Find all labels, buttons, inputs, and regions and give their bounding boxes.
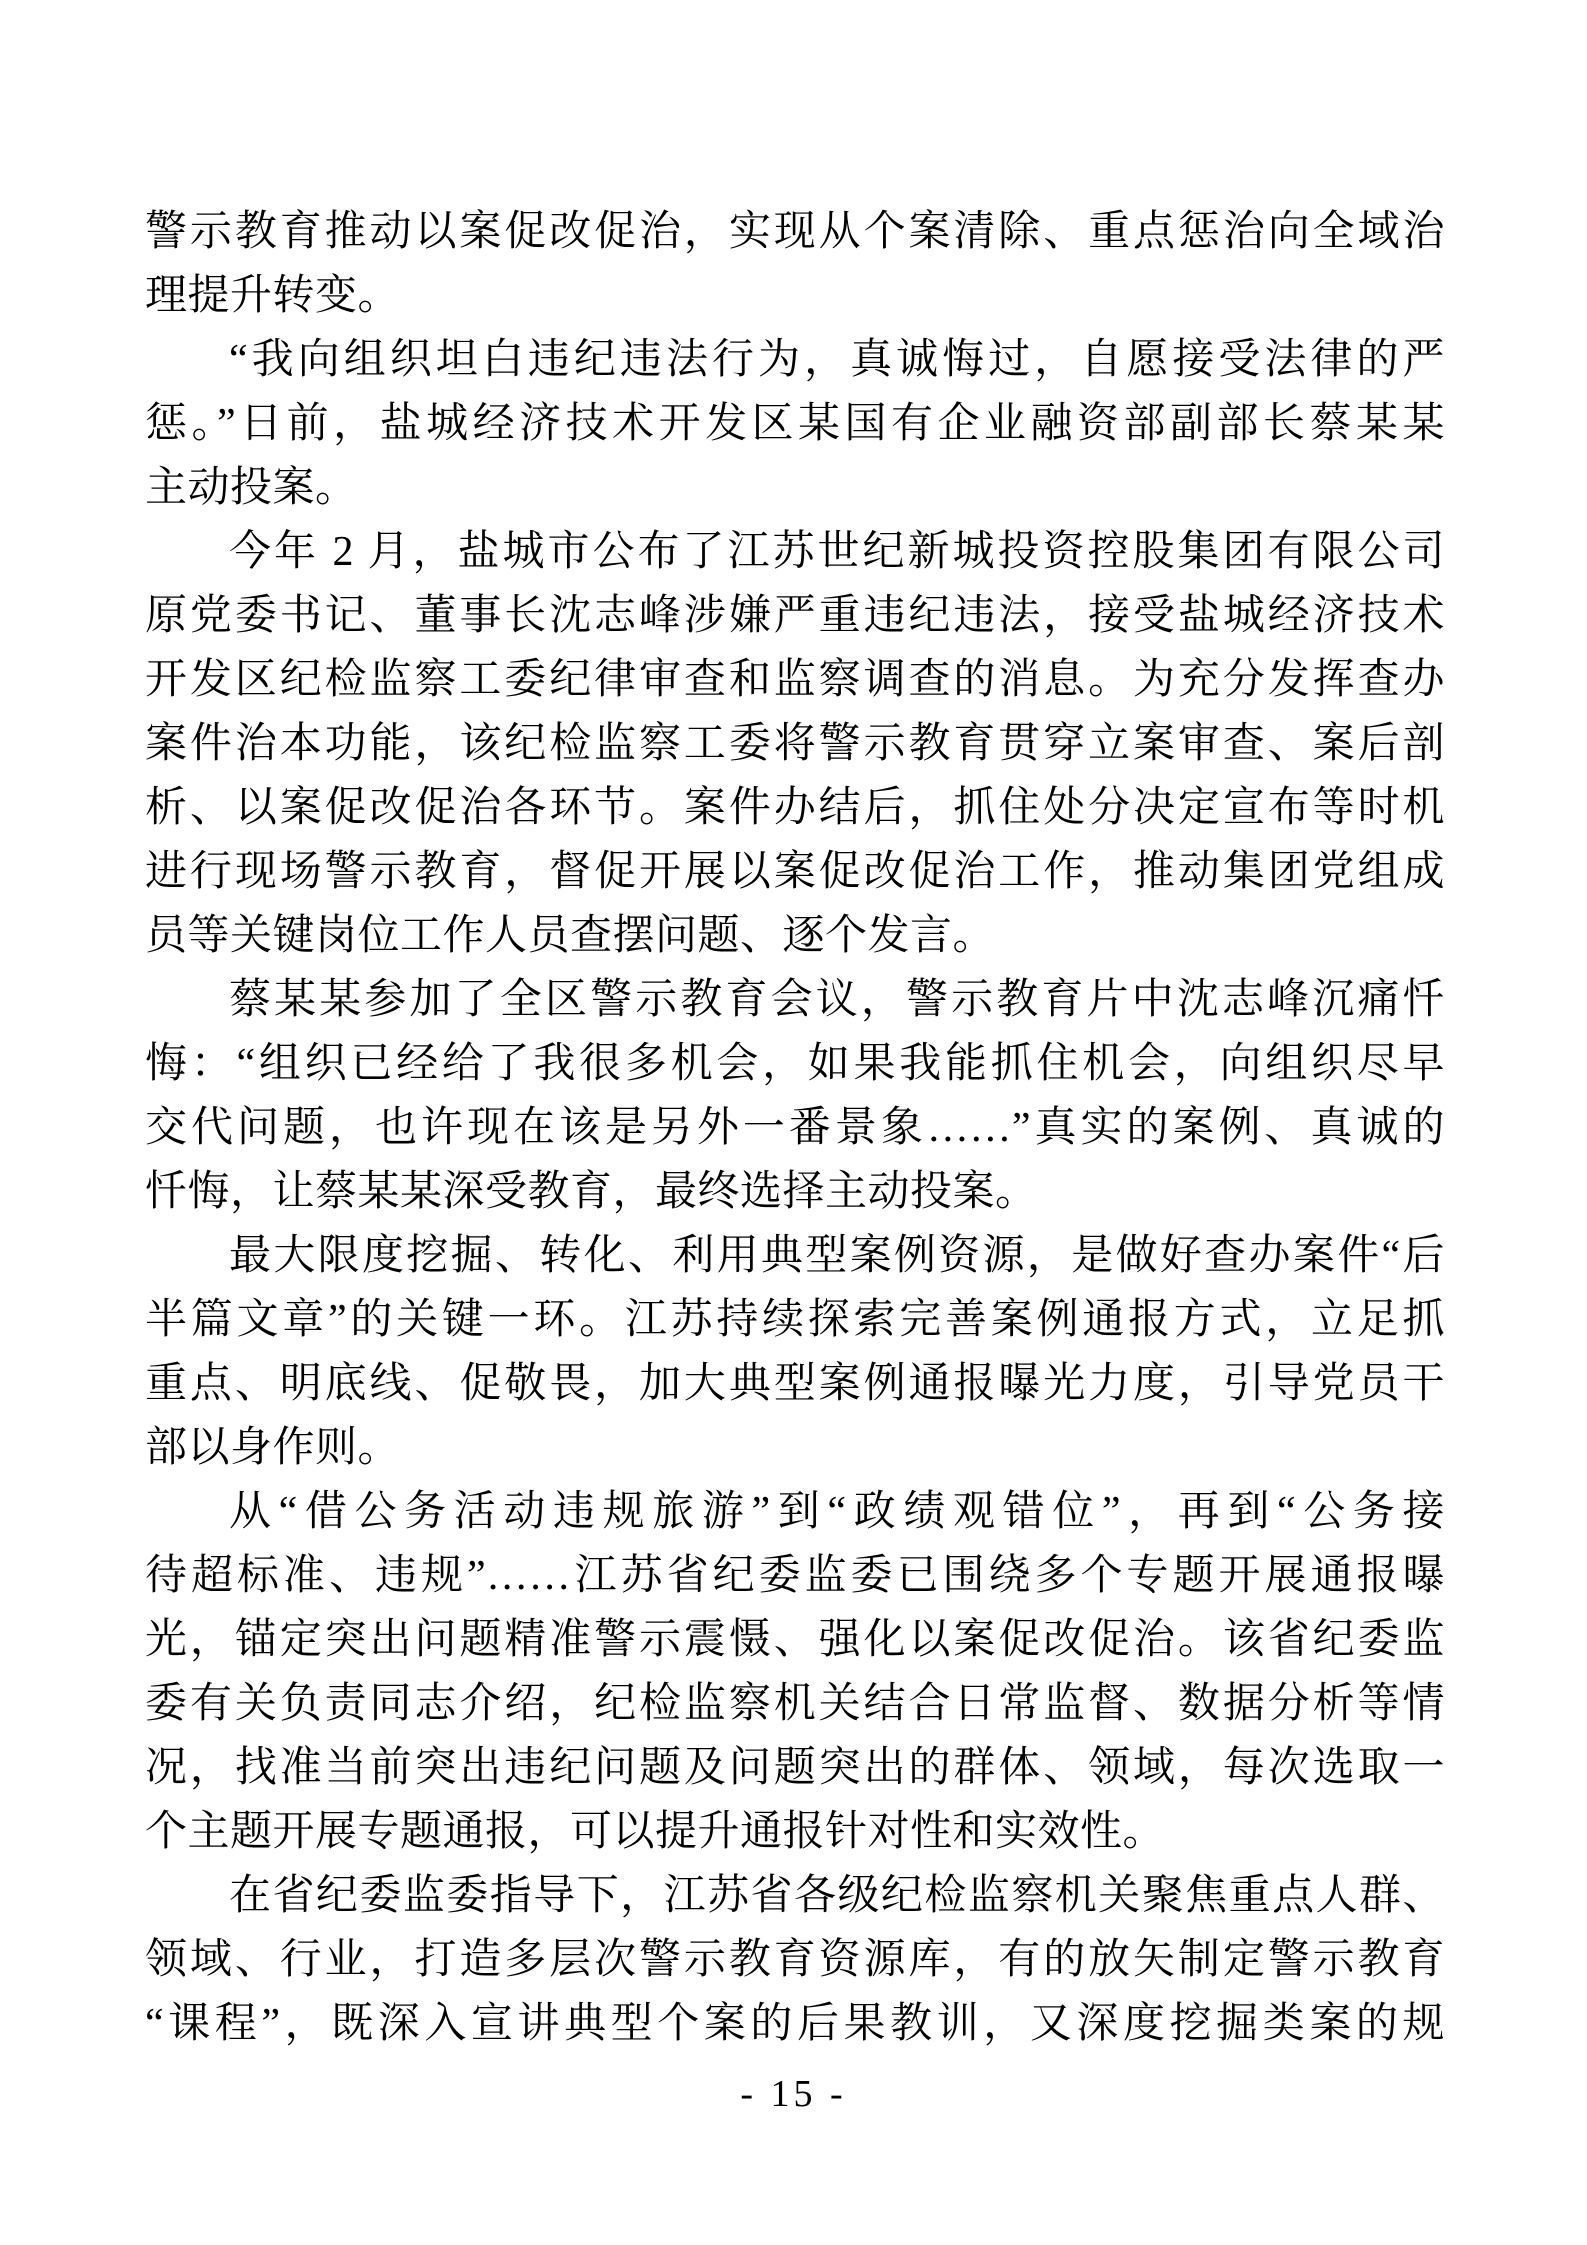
- text-line: “课程”，既深入宣讲典型个案的后果教训，又深度挖掘类案的规: [145, 2001, 1445, 2047]
- text-line: 原党委书记、董事长沈志峰涉嫌严重违纪违法，接受盐城经济技术: [145, 593, 1445, 639]
- paragraph: [145, 1864, 1445, 2056]
- text-block: [145, 200, 1445, 2056]
- text-line: 个主题开展专题通报，可以提升通报针对性和实效性。: [145, 1809, 1166, 1855]
- text-line: 光，锚定突出问题精准警示震慑、强化以案促改促治。该省纪委监: [145, 1617, 1445, 1663]
- text-line: 领域、行业，打造多层次警示教育资源库，有的放矢制定警示教育: [145, 1937, 1445, 1983]
- paragraph: [145, 328, 1445, 520]
- text-line: 主动投案。: [145, 465, 358, 511]
- text-line: 忏悔，让蔡某某深受教育，最终选择主动投案。: [145, 1169, 1038, 1215]
- text-line: 最大限度挖掘、转化、利用典型案例资源，是做好查办案件“后: [229, 1233, 1445, 1279]
- text-line: 重点、明底线、促敬畏，加大典型案例通报曝光力度，引导党员干: [145, 1361, 1445, 1407]
- paragraph: [145, 1480, 1445, 1864]
- paragraph: [145, 1224, 1445, 1480]
- text-line: 交代问题，也许现在该是另外一番景象……”真实的案例、真诚的: [145, 1105, 1445, 1151]
- text-line: 待超标准、违规”……江苏省纪委监委已围绕多个专题开展通报曝: [145, 1553, 1445, 1599]
- text-line: 蔡某某参加了全区警示教育会议，警示教育片中沈志峰沉痛忏: [229, 977, 1445, 1023]
- text-line: 警示教育推动以案促改促治，实现从个案清除、重点惩治向全域治: [145, 209, 1445, 255]
- text-line: 理提升转变。: [145, 273, 401, 319]
- text-line: 在省纪委监委指导下，江苏省各级纪检监察机关聚焦重点人群、: [229, 1873, 1445, 1919]
- text-line: 析、以案促改促治各环节。案件办结后，抓住处分决定宣布等时机: [145, 785, 1445, 831]
- text-line: 半篇文章”的关键一环。江苏持续探索完善案例通报方式，立足抓: [145, 1297, 1445, 1343]
- text-line: 进行现场警示教育，督促开展以案促改促治工作，推动集团党组成: [145, 849, 1445, 895]
- paragraph: [145, 968, 1445, 1224]
- page-footer: [0, 2072, 1587, 2116]
- paragraph: [145, 200, 1445, 328]
- paragraph: [145, 520, 1445, 968]
- text-line: 部以身作则。: [145, 1425, 401, 1471]
- text-line: 悔：“组织已经给了我很多机会，如果我能抓住机会，向组织尽早: [145, 1041, 1445, 1087]
- text-line: 委有关负责同志介绍，纪检监察机关结合日常监督、数据分析等情: [145, 1681, 1445, 1727]
- text-line: 从“借公务活动违规旅游”到“政绩观错位”，再到“公务接: [229, 1489, 1445, 1535]
- text-line: 今年 2 月，盐城市公布了江苏世纪新城投资控股集团有限公司: [229, 529, 1445, 575]
- text-line: “我向组织坦白违纪违法行为，真诚悔过，自愿接受法律的严: [229, 337, 1445, 383]
- text-line: 况，找准当前突出违纪问题及问题突出的群体、领域，每次选取一: [145, 1745, 1445, 1791]
- text-line: 惩。”日前，盐城经济技术开发区某国有企业融资部副部长蔡某某: [145, 401, 1445, 447]
- page-number: - 15 -: [740, 2073, 847, 2115]
- text-line: 员等关键岗位工作人员查摆问题、逐个发言。: [145, 913, 996, 959]
- text-line: 开发区纪检监察工委纪律审查和监察调查的消息。为充分发挥查办: [145, 657, 1445, 703]
- text-line: 案件治本功能，该纪检监察工委将警示教育贯穿立案审查、案后剖: [145, 721, 1445, 767]
